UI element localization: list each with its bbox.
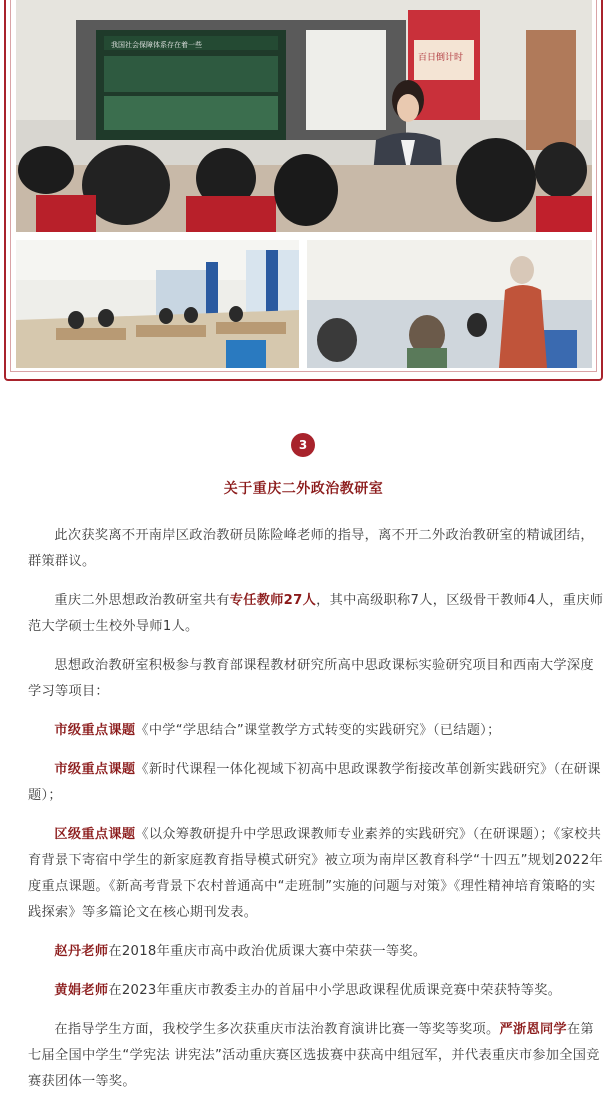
- paragraph-students: [28, 1017, 607, 1095]
- countdown-banner-text: 百日倒计时: [418, 53, 464, 63]
- highlight-text: 黄娟老师: [54, 983, 109, 998]
- article-body: [28, 523, 607, 1108]
- paragraph-project-3: [28, 822, 607, 926]
- paragraph-text: 在指导学生方面，我校学生多次获重庆市法治教育演讲比赛一等奖等奖项。: [54, 1022, 500, 1037]
- paragraph-intro: 此次获奖离不开南岸区政治教研员陈险峰老师的指导，离不开二外政治教研室的精诚团结，群策群议。: [28, 528, 594, 569]
- section-number-badge: 3: [291, 433, 315, 457]
- meeting-photo-left: [16, 240, 299, 368]
- paragraph-text: 《新时代课程一体化视域下初高中思政课教学衔接改革创新实践研究》（在研课题）；: [28, 762, 601, 803]
- paragraph-staff: [28, 588, 607, 640]
- highlight-text: 市级重点课题: [54, 723, 136, 738]
- highlight-text: 严浙恩同学: [499, 1022, 567, 1037]
- paragraph-award-2: [28, 978, 607, 1004]
- classroom-photo-main: [16, 0, 592, 232]
- highlight-text: 赵丹老师: [54, 944, 109, 959]
- paragraph-projects: 思想政治教研室积极参与教育部课程教材研究所高中思政课标实验研究项目和西南大学深度学习等项目：: [28, 658, 594, 699]
- highlight-text: 市级重点课题: [54, 762, 136, 777]
- slide-title: 我国社会保障体系存在着一些: [111, 41, 202, 49]
- paragraph-text: 在2023年重庆市教委主办的首届中小学思政课程优质课竞赛中荣获特等奖。: [108, 983, 562, 998]
- paragraph-project-1: [28, 718, 607, 744]
- paragraph-text: 《中学“学思结合”课堂教学方式转变的实践研究》（已结题）；: [135, 723, 501, 738]
- paragraph-text: 在第七届全国中学生“学宪法 讲宪法”活动重庆赛区选拔赛中获高中组冠军，并代表重庆市参加全国竞赛获团体一等奖。: [28, 1022, 600, 1089]
- section-title: 关于重庆二外政治教研室: [223, 481, 384, 497]
- paragraph-text: 在2018年重庆市高中政治优质课大赛中荣获一等奖。: [108, 944, 427, 959]
- highlight-text: 专任教师27人: [229, 593, 317, 608]
- highlight-text: 区级重点课题: [54, 827, 136, 842]
- paragraph-text: ，其中高级职称7人，区级骨干教师4人，重庆师范大学硕士生校外导师1人。: [28, 593, 604, 634]
- paragraph-text: 重庆二外思想政治教研室共有: [54, 593, 230, 608]
- paragraph-text: 《以众筹教研提升中学思政课教师专业素养的实践研究》（在研课题）；《家校共育背景下寄宿中学生的新家庭教育指导模式研究》被立项为南岸区教育科学“十四五”规划2022年度重点课题。《新高考背景下农村普通高中“走班制”实施的问题与对策》《理性精神培育策略的实践探索》等多篇论文在核心期刊发表。: [28, 827, 604, 920]
- meeting-photo-right: [307, 240, 592, 368]
- paragraph-award-1: [28, 939, 607, 965]
- paragraph-project-2: [28, 757, 607, 809]
